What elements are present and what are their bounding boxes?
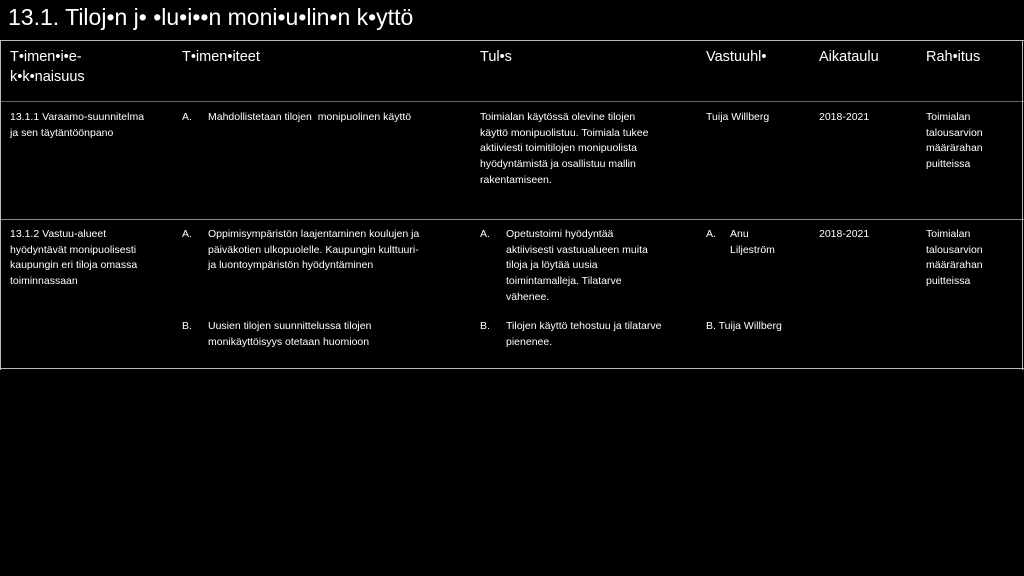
- responsible-text: Tuija Willberg: [706, 111, 770, 123]
- header-actions: T•imen•iteet: [182, 49, 260, 65]
- funding-text: Toimialan talousarvion määrärahan puitteissa: [926, 228, 983, 288]
- funding-text: Toimialan talousarvion määrärahan puitteissa: [926, 111, 983, 171]
- schedule-text: 2018-2021: [819, 228, 870, 240]
- header-target-area: T•imen•i•e- k•k•naisuus: [10, 49, 85, 85]
- result-b-label: B.: [480, 320, 490, 332]
- table-bottom-border: [0, 368, 1024, 369]
- responsible-b-text: B. Tuija Willberg: [706, 320, 782, 332]
- action-text: Mahdollistetaan tilojen monipuolinen käyttö: [208, 111, 412, 123]
- page-title: 13.1. Tiloj•n j• •lu•i••n moni•u•lin•n k•yttö: [8, 4, 414, 30]
- row-id-text: 13.1.1 Varaamo-suunnitelma ja sen täytäntöönpano: [10, 111, 145, 139]
- responsible-a-text: Anu Liljeström: [730, 228, 775, 256]
- action-a-text: Oppimisympäristön laajentaminen koulujen ja päiväkotien ulkopuolelle. Kaupungin kulttuuri- ja luontoympäristön hyödyntäminen: [208, 228, 420, 272]
- action-label: A.: [182, 111, 192, 123]
- result-a-text: Opetustoimi hyödyntää aktiivisesti vastuualueen muita tiloja ja löytää uusia toimintamalleja. Tilatarve vähenee.: [506, 228, 648, 303]
- row-id-text: 13.1.2 Vastuu-alueet hyödyntävät monipuolisesti kaupungin eri tiloja omassa toiminnassaan: [10, 228, 138, 288]
- responsible-a-label: A.: [706, 228, 716, 240]
- result-b-text: Tilojen käyttö tehostuu ja tilatarve pienenee.: [506, 320, 662, 348]
- header-funding: Rah•itus: [926, 49, 981, 65]
- schedule-text: 2018-2021: [819, 111, 870, 123]
- table-right-border: [1022, 40, 1023, 370]
- table-left-border: [0, 40, 1, 370]
- result-text: Toimialan käytössä olevine tilojen käyttö monipuolistuu. Toimiala tukee aktiiviesti toimitilojen monipuolista hyödyntämistä ja osallistuu mallin rakentamiseen.: [480, 111, 649, 186]
- header-result: Tul•s: [480, 49, 512, 65]
- action-b-text: Uusien tilojen suunnittelussa tilojen monikäyttöisyys otetaan huomioon: [208, 320, 372, 348]
- header-schedule: Aikataulu: [819, 49, 879, 65]
- result-a-label: A.: [480, 228, 490, 240]
- header-row-border: [0, 101, 1024, 102]
- table-top-border: [0, 40, 1024, 41]
- row-separator: [0, 219, 1024, 220]
- header-responsible: Vastuuhl•: [706, 49, 767, 65]
- action-a-label: A.: [182, 228, 192, 240]
- action-b-label: B.: [182, 320, 192, 332]
